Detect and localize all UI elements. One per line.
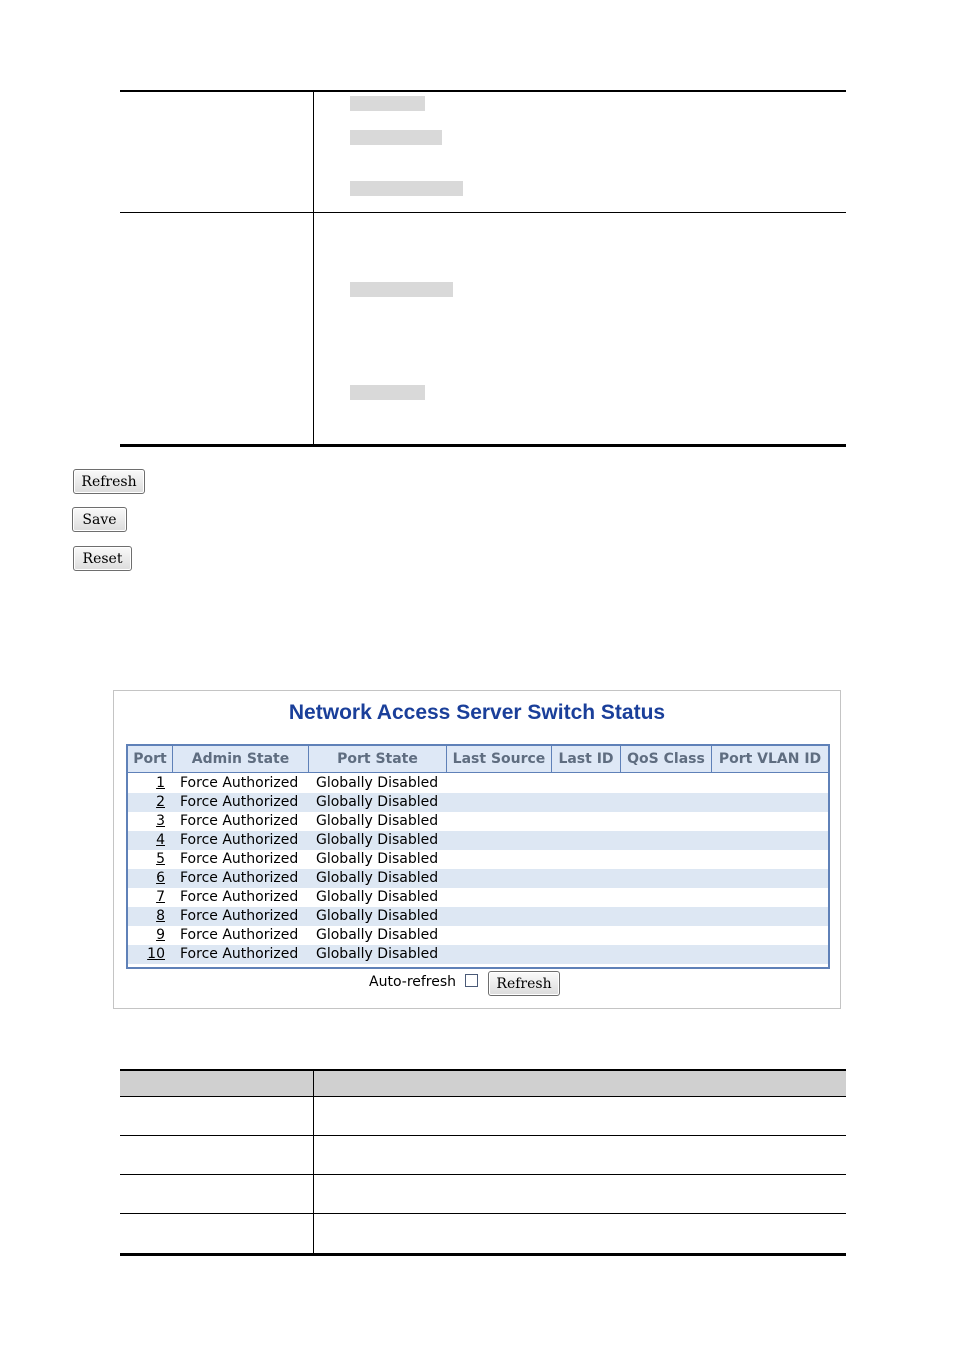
auto-refresh-label: Auto-refresh bbox=[369, 974, 457, 990]
row-divider bbox=[120, 1213, 846, 1214]
port-state: Globally Disabled bbox=[316, 813, 439, 829]
column-divider bbox=[313, 1071, 314, 1254]
table-row bbox=[128, 831, 828, 850]
table-header-band bbox=[120, 1071, 846, 1096]
panel-refresh-button[interactable]: Refresh bbox=[488, 971, 560, 996]
column-header-port: Port bbox=[128, 746, 173, 772]
column-header-admin-state: Admin State bbox=[173, 746, 309, 772]
admin-state: Force Authorized bbox=[180, 775, 299, 791]
admin-state: Force Authorized bbox=[180, 813, 299, 829]
port-link[interactable]: 4 bbox=[156, 832, 165, 848]
table-row bbox=[128, 793, 828, 812]
table-row bbox=[128, 888, 828, 907]
row-divider bbox=[120, 1174, 846, 1175]
port-link[interactable]: 8 bbox=[156, 908, 165, 924]
column-divider bbox=[313, 92, 314, 445]
column-header-port-vlan-id: Port VLAN ID bbox=[718, 751, 822, 767]
port-link[interactable]: 7 bbox=[156, 889, 165, 905]
table-row bbox=[128, 812, 828, 831]
redacted-value bbox=[350, 282, 453, 297]
port-state: Globally Disabled bbox=[316, 775, 439, 791]
table-bottom-rule bbox=[120, 444, 846, 447]
port-state: Globally Disabled bbox=[316, 908, 439, 924]
port-state: Globally Disabled bbox=[316, 794, 439, 810]
admin-state: Force Authorized bbox=[180, 794, 299, 810]
reset-button[interactable]: Reset bbox=[73, 546, 132, 571]
table-row bbox=[128, 945, 828, 964]
admin-state: Force Authorized bbox=[180, 927, 299, 943]
switch-status-panel bbox=[113, 690, 841, 1009]
admin-state: Force Authorized bbox=[180, 889, 299, 905]
table-header bbox=[128, 746, 828, 773]
port-link[interactable]: 9 bbox=[156, 927, 165, 943]
table-row bbox=[128, 774, 828, 793]
port-link[interactable]: 10 bbox=[147, 946, 165, 962]
column-header-last-id: Last ID bbox=[552, 746, 621, 772]
port-state: Globally Disabled bbox=[316, 851, 439, 867]
admin-state: Force Authorized bbox=[180, 946, 299, 962]
redacted-value bbox=[350, 181, 463, 196]
description-table bbox=[120, 1069, 846, 1257]
port-state: Globally Disabled bbox=[316, 927, 439, 943]
port-link[interactable]: 1 bbox=[156, 775, 165, 791]
table-row bbox=[128, 850, 828, 869]
port-link[interactable]: 5 bbox=[156, 851, 165, 867]
table-top-rule bbox=[120, 90, 846, 92]
panel-title: Network Access Server Switch Status bbox=[288, 701, 666, 724]
admin-state: Force Authorized bbox=[180, 870, 299, 886]
table-bottom-rule bbox=[120, 1253, 846, 1256]
port-state: Globally Disabled bbox=[316, 832, 439, 848]
admin-state: Force Authorized bbox=[180, 832, 299, 848]
port-state: Globally Disabled bbox=[316, 889, 439, 905]
port-link[interactable]: 6 bbox=[156, 870, 165, 886]
redacted-value bbox=[350, 130, 442, 145]
redacted-value bbox=[350, 96, 425, 111]
row-divider bbox=[120, 212, 846, 213]
refresh-button[interactable]: Refresh bbox=[73, 469, 145, 494]
column-header-last-source: Last Source bbox=[447, 746, 552, 772]
port-link[interactable]: 2 bbox=[156, 794, 165, 810]
save-button[interactable]: Save bbox=[72, 507, 127, 532]
parameter-table bbox=[120, 90, 846, 450]
admin-state: Force Authorized bbox=[180, 908, 299, 924]
column-header-qos-class: QoS Class bbox=[621, 746, 712, 772]
row-divider bbox=[120, 1135, 846, 1136]
admin-state: Force Authorized bbox=[180, 851, 299, 867]
redacted-value bbox=[350, 385, 425, 400]
table-row bbox=[128, 869, 828, 888]
table-row bbox=[128, 907, 828, 926]
status-table bbox=[126, 744, 830, 969]
column-header-port-state: Port State bbox=[309, 746, 447, 772]
table-row bbox=[128, 926, 828, 945]
auto-refresh-checkbox[interactable] bbox=[465, 974, 478, 987]
row-divider bbox=[120, 1096, 846, 1097]
port-state: Globally Disabled bbox=[316, 946, 439, 962]
port-link[interactable]: 3 bbox=[156, 813, 165, 829]
port-state: Globally Disabled bbox=[316, 870, 439, 886]
